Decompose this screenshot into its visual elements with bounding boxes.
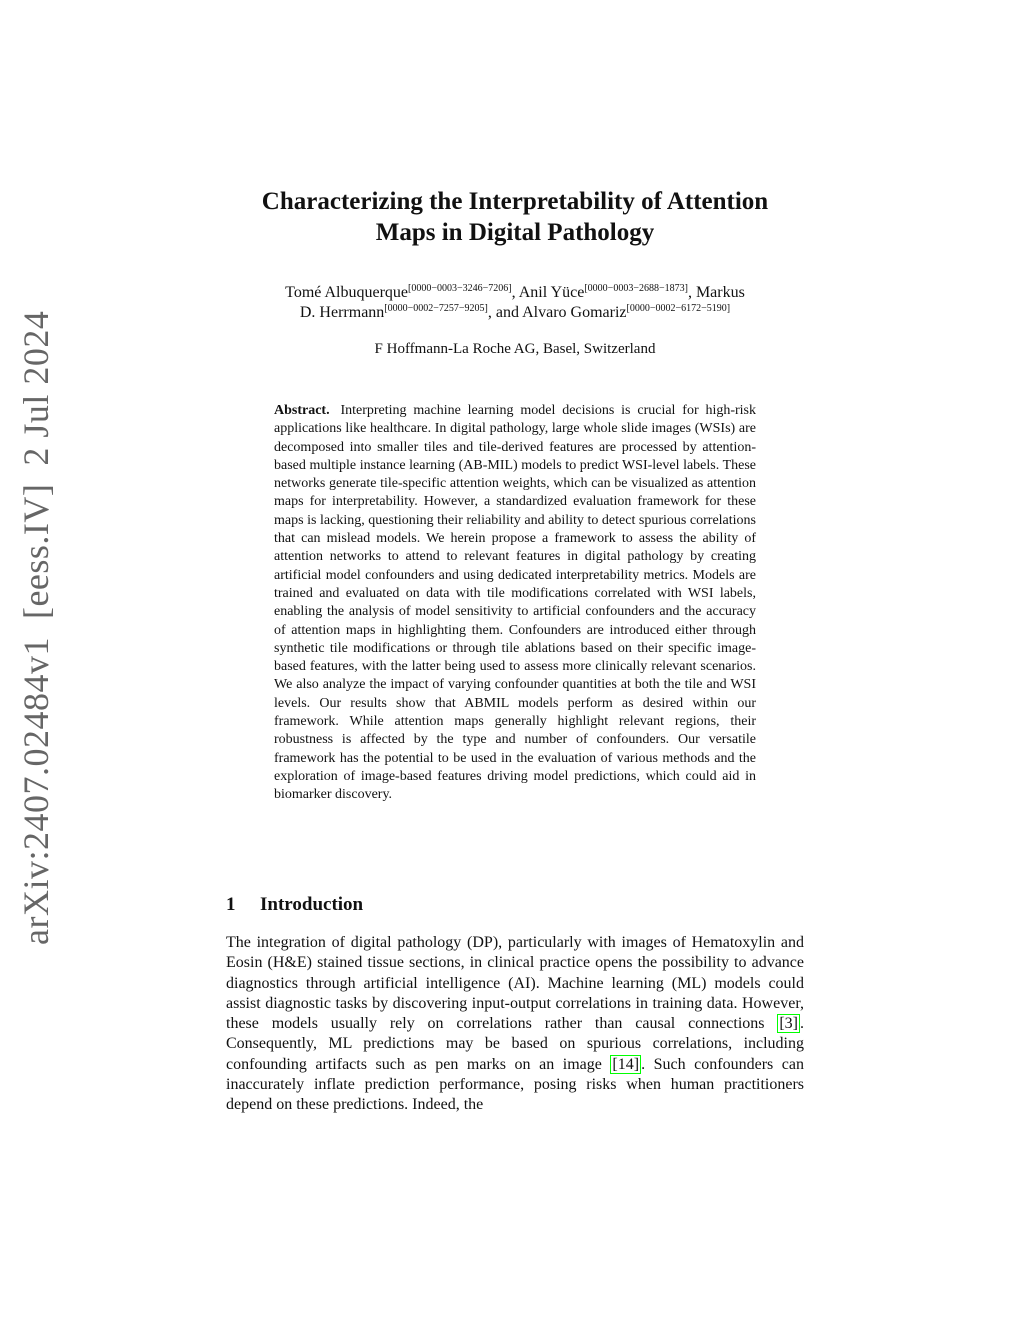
introduction-paragraph [226,933,804,1116]
arxiv-date: 2 Jul 2024 [16,310,56,466]
section-number: 1 [226,894,236,915]
citation-link[interactable]: [14] [612,1055,640,1073]
author-name: Alvaro Gomariz [522,304,627,321]
author-name: Anil Yüce [518,284,585,301]
abstract-text: Interpreting machine learning model decisions is crucial for high-risk applications like healthcare. In digital pathology, large whole slide images (WSIs) are decomposed into smaller tiles and tile-derived features are processed by attention-based multiple instance learning (AB-MIL) models to predict WSI-level labels. These networks generate tile-specific attention weights, which can be visualized as attention maps for interpretability. However, a standardized evaluation framework for these maps is lacking, questioning their reliability and ability to detect spurious correlations that can mislead models. We herein propose a framework to assess the ability of attention networks to attend to relevant features in digital pathology by creating artificial model confounders and using dedicated interpretability metrics. Models are trained and evaluated on data with tile modifications correlated with WSI labels, enabling the analysis of model sensitivity to artificial confounders and the accuracy of attention maps in highlighting them. Confounders are introduced either through synthetic tile modifications or through tile ablations based on their specific image-based features, with the latter being used to assess more clinically relevant scenarios. We also analyze the impact of varying confounder quantities at both the tile and WSI levels. Our results show that ABMIL models perform as desired within our framework. While attention maps generally highlight relevant regions, their robustness is affected by the type and number of confounders. Our versatile framework has the potential to be used in the evaluation of various methods and the exploration of image-based features driving model predictions, which could aid in biomarker discovery. [274,403,756,803]
author-list [226,283,804,323]
author-orcid[interactable]: [0000−0002−6172−5190] [626,303,731,314]
author-separator: , [511,284,519,301]
arxiv-category: [eess.IV] [16,483,56,620]
author-line-1 [226,283,804,303]
citation-link[interactable]: [3] [779,1015,798,1033]
abstract [274,402,756,805]
intro-text: . Such confounders can inaccurately inflate prediction performance, posing risks when human practitioners depend on these predictions. Indeed, the [226,1055,805,1114]
abstract-label: Abstract. [274,403,330,418]
arxiv-id[interactable]: arXiv:2407.02484v1 [16,637,56,945]
author-orcid[interactable]: [0000−0002−7257−9205] [384,303,488,314]
title-line-2: Maps in Digital Pathology [375,219,655,246]
section-heading-introduction [226,893,804,917]
author-orcid[interactable]: [0000−0003−2688−1873] [584,283,688,294]
title-line-1: Characterizing the Interpretability of Attention [261,188,769,215]
intro-text: The integration of digital pathology (DP), particularly with images of Hematoxylin and Eosin (H&E) stained tissue sections, in clinical practice opens the possibility to advance diagnostics through artificial intelligence (AI). Machine learning (ML) models could assist diagnostic tasks by discovering input-output correlations in training data. However, these models usually rely on correlations rather than causal connections [226,934,804,1033]
author-line-2 [226,303,804,323]
section-title: Introduction [260,894,364,915]
author-separator: , and [487,304,523,321]
author-name: D. Herrmann [299,304,385,321]
intro-text: . Consequently, ML predictions may be based on spurious correlations, including confounding artifacts such as pen marks on an image [226,1015,804,1073]
author-orcid[interactable]: [0000−0003−3246−7206] [408,283,512,294]
affiliation: F Hoffmann-La Roche AG, Basel, Switzerland [374,341,656,357]
paper-title [226,186,804,248]
author-separator: , Markus [687,284,745,301]
author-name: Tomé Albuquerque [285,284,409,301]
arxiv-sidebar-identifier [18,311,54,945]
